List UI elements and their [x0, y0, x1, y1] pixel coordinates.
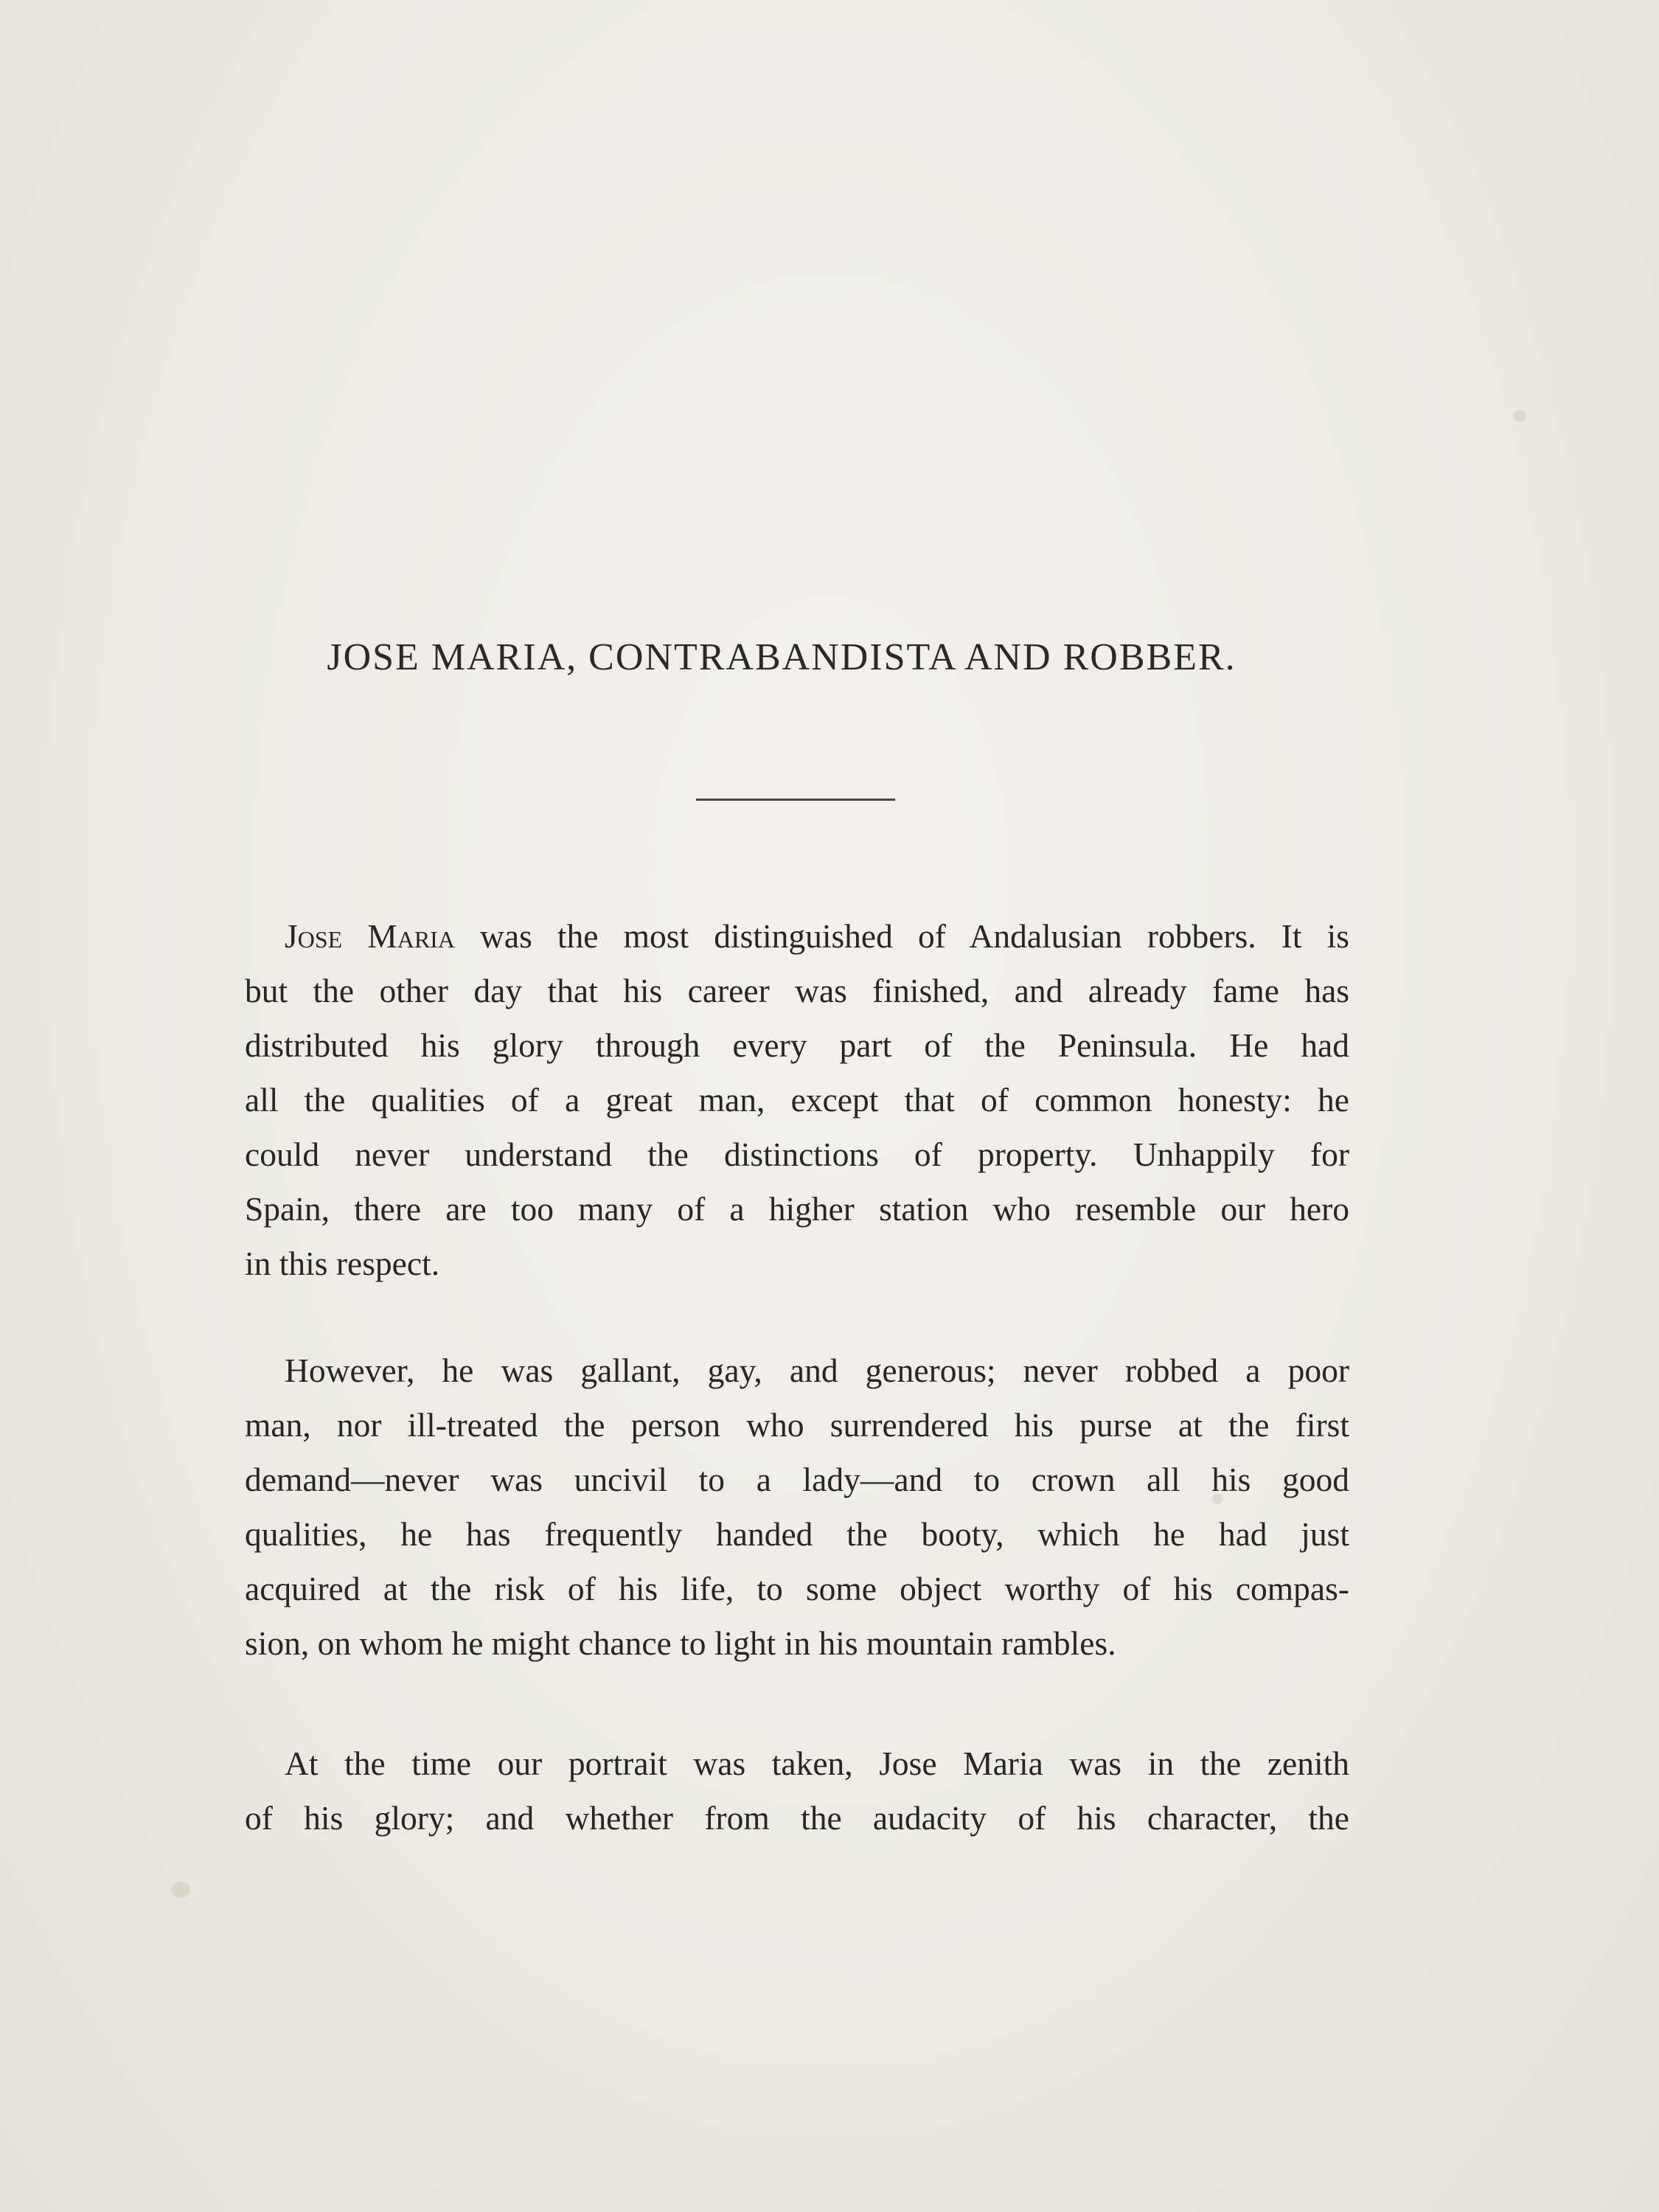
text-line: qualities, he has frequently handed the booty, which he had just — [245, 1515, 1349, 1553]
text-line: acquired at the risk of his life, to some object worthy of his compas- — [245, 1570, 1349, 1607]
text-line: could never understand the distinctions of property. Unhappily for — [245, 1135, 1349, 1173]
foxing-spot — [171, 1882, 190, 1898]
text-line: sion, on whom he might chance to light in his mountain rambles. — [245, 1624, 1116, 1662]
paragraph-3 — [245, 1736, 1349, 1846]
paragraph-1 — [245, 909, 1349, 1291]
foxing-spot — [1513, 410, 1526, 422]
lead-name: Jose Maria — [285, 917, 455, 955]
text-line: However, he was gallant, gay, and generous; never robbed a poor — [285, 1352, 1349, 1389]
text-line: distributed his glory through every part of the Peninsula. He had — [245, 1026, 1349, 1064]
title-divider — [696, 799, 895, 801]
text-line: demand—never was uncivil to a lady—and to crown all his good — [245, 1461, 1349, 1498]
bleed-through-text — [236, 170, 1357, 308]
paragraph-2 — [245, 1343, 1349, 1671]
text-line: of his glory; and whether from the audacity of his character, the — [245, 1799, 1349, 1837]
text-line: in this respect. — [245, 1245, 440, 1282]
text-line: but the other day that his career was finished, and already fame has — [245, 972, 1349, 1009]
text-line: man, nor ill-treated the person who surrendered his purse at the first — [245, 1406, 1349, 1444]
text-line: At the time our portrait was taken, Jose Maria was in the zenith — [285, 1745, 1349, 1782]
text-line: Spain, there are too many of a higher station who resemble our hero — [245, 1190, 1349, 1228]
page-title: JOSE MARIA, CONTRABANDISTA AND ROBBER. — [327, 636, 1237, 678]
text-line: all the qualities of a great man, except that of common honesty: he — [245, 1081, 1349, 1119]
text-line: Jose Maria was the most distinguished of Andalusian robbers. It is — [285, 917, 1349, 955]
